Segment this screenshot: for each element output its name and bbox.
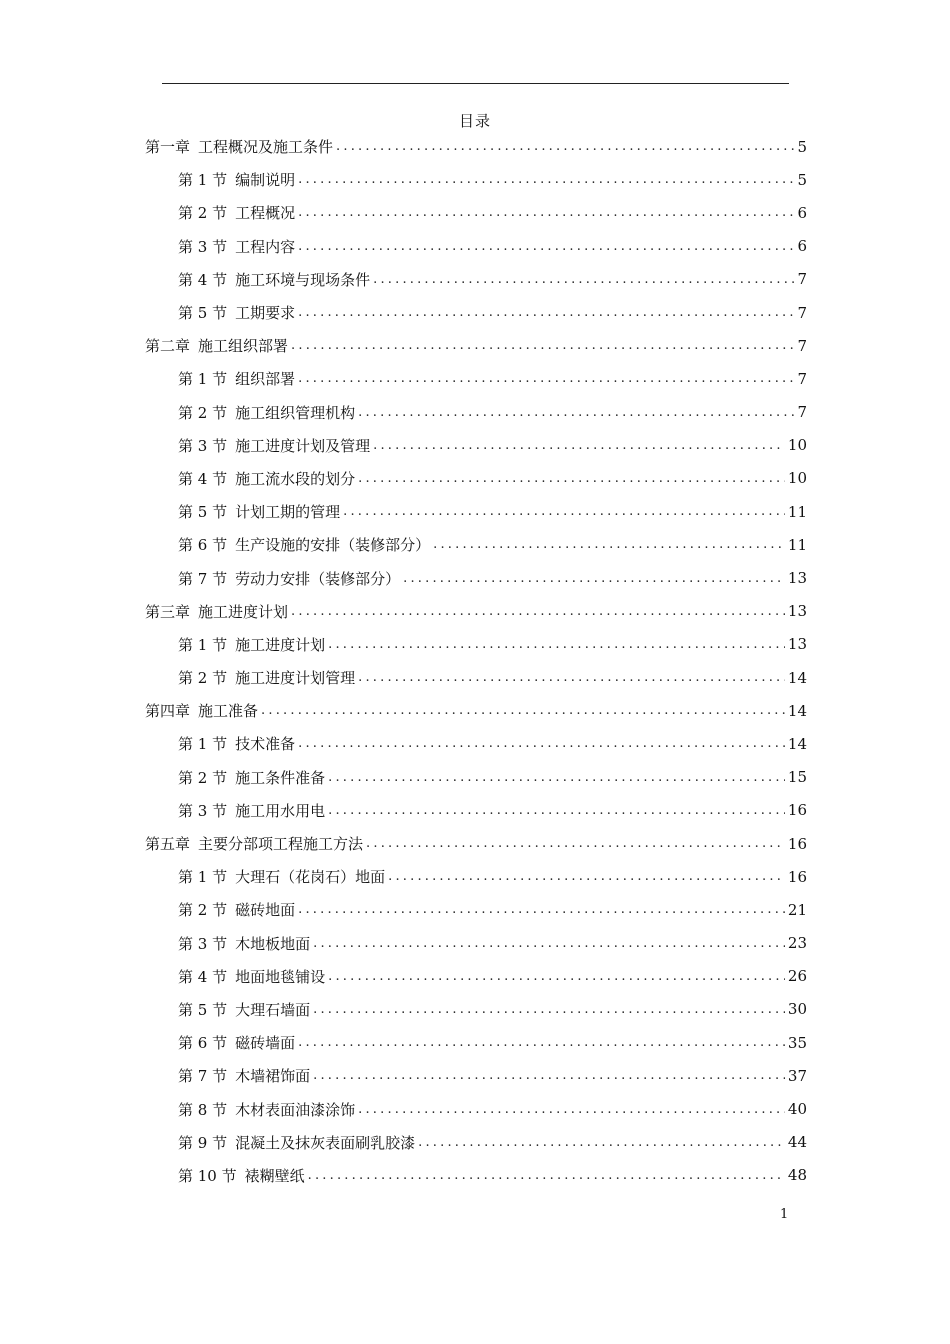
dot-leader [291,604,785,619]
toc-section-entry[interactable] [145,163,807,196]
toc-entry-number: 第 1 节 [178,171,228,190]
toc-section-entry[interactable] [145,661,807,694]
toc-section-entry[interactable] [145,429,807,462]
toc-entry-number: 第 5 节 [178,503,228,522]
toc-entry-title: 施工条件准备 [235,768,326,787]
toc-entry-page: 16 [787,801,807,820]
toc-entry-page: 5 [797,137,807,156]
toc-entry-number: 第 2 节 [178,669,228,688]
dot-leader [298,736,785,751]
toc-entry-title: 施工用水用电 [235,801,326,820]
toc-entry-title: 磁砖墙面 [235,1034,296,1053]
dot-leader [358,471,785,486]
toc-entry-title: 技术准备 [235,735,296,754]
toc-entry-title: 工程概况及施工条件 [198,138,334,157]
toc-entry-title: 工程概况 [235,204,296,223]
toc-section-entry[interactable] [145,1026,807,1059]
toc-entry-page: 10 [787,469,807,488]
toc-entry-title: 混凝土及抹灰表面刷乳胶漆 [235,1133,416,1152]
dot-leader [261,703,785,718]
toc-entry-number: 第四章 [145,702,191,721]
toc-entry-page: 5 [797,170,807,189]
toc-entry-page: 7 [797,303,807,322]
toc-entry-number: 第 6 节 [178,1034,228,1053]
toc-entry-page: 16 [787,867,807,886]
toc-entry-page: 14 [787,701,807,720]
dot-leader [373,272,794,287]
toc-entry-number: 第 10 节 [178,1166,237,1185]
toc-entry-title: 施工进度计划 [235,635,326,654]
dot-leader [298,205,794,220]
toc-entry-number: 第 9 节 [178,1133,228,1152]
dot-leader [358,405,794,420]
toc-section-entry[interactable] [145,1126,807,1159]
toc-section-entry[interactable] [145,993,807,1026]
toc-entry-title: 施工流水段的划分 [235,469,356,488]
toc-entry-page: 13 [787,602,807,621]
toc-entry-title: 编制说明 [235,171,296,190]
toc-entry-page: 37 [787,1066,807,1085]
toc-entry-page: 14 [787,734,807,753]
toc-entry-number: 第 1 节 [178,735,228,754]
toc-entry-page: 40 [787,1100,807,1119]
toc-entry-page: 13 [787,635,807,654]
toc-entry-number: 第 7 节 [178,1067,228,1086]
toc-section-entry[interactable] [145,893,807,926]
toc-entry-number: 第 3 节 [178,801,228,820]
toc-chapter-entry[interactable] [145,130,807,163]
dot-leader [358,670,785,685]
dot-leader [298,239,794,254]
toc-entry-number: 第 2 节 [178,403,228,422]
dot-leader [373,438,785,453]
toc-section-entry[interactable] [145,396,807,429]
toc-entry-title: 计划工期的管理 [235,503,341,522]
toc-entry-title: 施工进度计划管理 [235,669,356,688]
toc-entry-number: 第 4 节 [178,270,228,289]
toc-section-entry[interactable] [145,1159,807,1192]
dot-leader [313,936,785,951]
toc-entry-page: 30 [787,1000,807,1019]
dot-leader [328,770,785,785]
toc-entry-page: 13 [787,569,807,588]
toc-section-entry[interactable] [145,362,807,395]
toc-entry-page: 10 [787,436,807,455]
toc-entry-title: 大理石墙面 [235,1000,311,1019]
toc-entry-number: 第 3 节 [178,934,228,953]
toc-entry-number: 第 7 节 [178,569,228,588]
toc-entry-page: 48 [787,1166,807,1185]
toc-entry-page: 6 [797,237,807,256]
toc-entry-page: 11 [787,535,807,554]
dot-leader [328,637,785,652]
toc-entry-page: 35 [787,1033,807,1052]
toc-entry-title: 施工准备 [198,702,259,721]
toc-entry-number: 第 5 节 [178,1000,228,1019]
dot-leader [336,139,794,154]
toc-section-entry[interactable] [145,230,807,263]
toc-entry-page: 7 [797,336,807,355]
toc-entry-page: 16 [787,834,807,853]
dot-leader [388,869,785,884]
dot-leader [291,338,794,353]
dot-leader [328,803,785,818]
toc-chapter-entry[interactable] [145,329,807,362]
toc-entry-title: 施工进度计划及管理 [235,436,371,455]
toc-entry-number: 第 3 节 [178,436,228,455]
page-number: 1 [780,1207,789,1222]
dot-leader [313,1002,785,1017]
toc-chapter-entry[interactable] [145,694,807,727]
dot-leader [358,1102,785,1117]
header-rule [162,83,789,84]
toc-section-entry[interactable] [145,628,807,661]
toc-entry-title: 施工组织部署 [198,337,289,356]
dot-leader [343,504,785,519]
toc-entry-number: 第 4 节 [178,967,228,986]
toc-entry-title: 木地板地面 [235,934,311,953]
toc-chapter-entry[interactable] [145,595,807,628]
dot-leader [366,836,785,851]
toc-section-entry[interactable] [145,495,807,528]
dot-leader [298,371,794,386]
toc-section-entry[interactable] [145,196,807,229]
toc-section-entry[interactable] [145,528,807,561]
toc-entry-page: 11 [787,502,807,521]
toc-entry-number: 第三章 [145,602,191,621]
toc-entry-title: 裱糊壁纸 [244,1166,305,1185]
toc-entry-number: 第 2 节 [178,901,228,920]
toc-entry-number: 第 2 节 [178,204,228,223]
toc-section-entry[interactable] [145,860,807,893]
toc-section-entry[interactable] [145,1059,807,1092]
toc-entry-page: 21 [787,900,807,919]
dot-leader [298,305,794,320]
dot-leader [403,571,785,586]
toc-entry-page: 15 [787,768,807,787]
toc-section-entry[interactable] [145,960,807,993]
toc-entry-title: 地面地毯铺设 [235,967,326,986]
toc-entry-title: 组织部署 [235,370,296,389]
toc-entry-number: 第 8 节 [178,1100,228,1119]
toc-entry-page: 44 [787,1133,807,1152]
table-of-contents [145,130,807,1192]
toc-entry-title: 劳动力安排（装修部分） [235,569,401,588]
toc-entry-page: 6 [797,203,807,222]
toc-section-entry[interactable] [145,927,807,960]
toc-title: 目录 [458,112,491,130]
dot-leader [313,1068,785,1083]
toc-entry-page: 7 [797,403,807,422]
toc-entry-number: 第二章 [145,337,191,356]
toc-entry-number: 第 1 节 [178,370,228,389]
toc-entry-page: 23 [787,934,807,953]
toc-section-entry[interactable] [145,296,807,329]
toc-entry-page: 7 [797,270,807,289]
toc-section-entry[interactable] [145,561,807,594]
toc-entry-title: 施工环境与现场条件 [235,270,371,289]
toc-entry-number: 第 1 节 [178,635,228,654]
toc-section-entry[interactable] [145,263,807,296]
toc-entry-number: 第 2 节 [178,768,228,787]
toc-entry-title: 木墙裙饰面 [235,1067,311,1086]
toc-entry-number: 第一章 [145,138,191,157]
toc-entry-title: 生产设施的安排（装修部分） [235,536,431,555]
toc-entry-number: 第 1 节 [178,868,228,887]
dot-leader [298,902,785,917]
toc-entry-number: 第 4 节 [178,469,228,488]
toc-entry-number: 第 5 节 [178,304,228,323]
toc-section-entry[interactable] [145,761,807,794]
toc-entry-title: 大理石（花岗石）地面 [235,868,386,887]
toc-entry-page: 7 [797,369,807,388]
dot-leader [433,537,785,552]
toc-entry-page: 14 [787,668,807,687]
dot-leader [308,1168,785,1183]
toc-entry-number: 第 6 节 [178,536,228,555]
dot-leader [328,969,785,984]
toc-entry-title: 工期要求 [235,304,296,323]
toc-section-entry[interactable] [145,727,807,760]
dot-leader [418,1135,785,1150]
toc-entry-title: 磁砖地面 [235,901,296,920]
toc-entry-title: 施工组织管理机构 [235,403,356,422]
toc-section-entry[interactable] [145,462,807,495]
toc-entry-title: 木材表面油漆涂饰 [235,1100,356,1119]
toc-chapter-entry[interactable] [145,827,807,860]
toc-entry-page: 26 [787,967,807,986]
toc-entry-number: 第五章 [145,835,191,854]
dot-leader [298,1035,785,1050]
dot-leader [298,172,794,187]
toc-entry-title: 工程内容 [235,237,296,256]
toc-entry-number: 第 3 节 [178,237,228,256]
toc-section-entry[interactable] [145,1092,807,1125]
toc-entry-title: 施工进度计划 [198,602,289,621]
toc-entry-title: 主要分部项工程施工方法 [198,835,364,854]
toc-section-entry[interactable] [145,794,807,827]
